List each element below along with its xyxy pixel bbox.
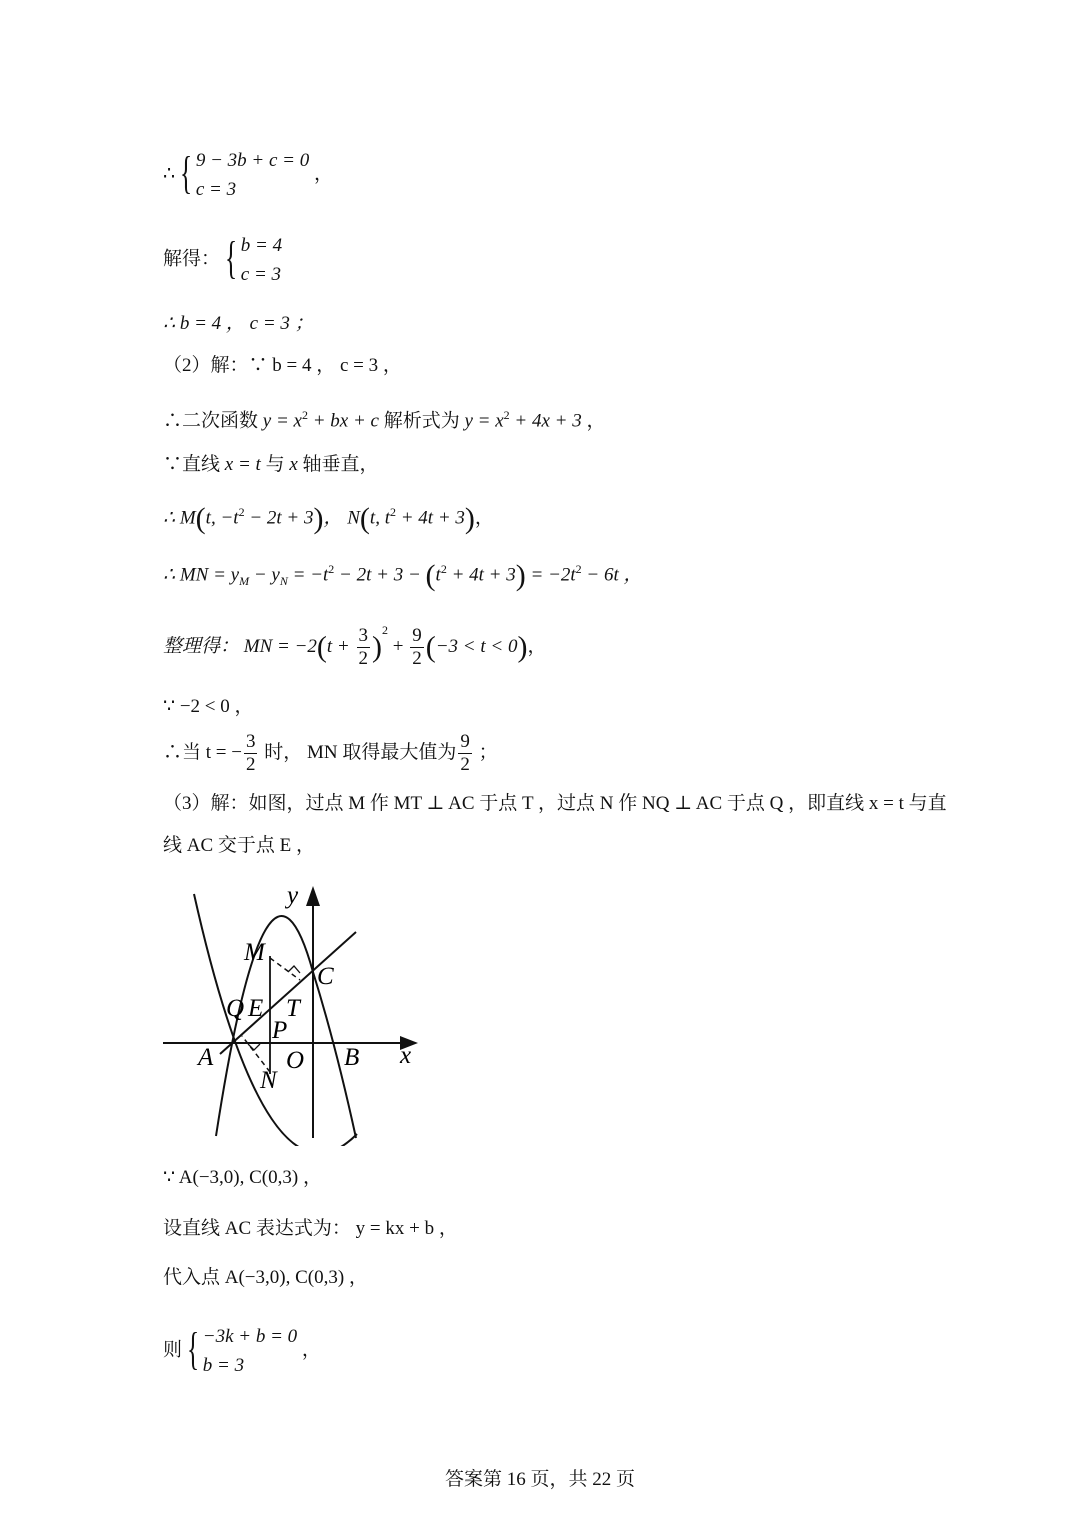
line-part3-start: （3）解：如图，过点 M 作 MT ⊥ AC 于点 T ，过点 N 作 NQ ⊥ AC 于点 Q ，即直线 x = t 与直 (163, 793, 947, 814)
line-vertical-line: ∵直线 x = t 与 x 轴垂直， (163, 454, 379, 475)
line-max-value: ∴当 t = − $\frac{3}{2}$ 时， MN 取得最大值为 $\frac{9}{2}$ ； (163, 731, 498, 775)
label-m: M (244, 939, 265, 966)
line-quadratic: ∴二次函数 $y = x^2$ + bx + c 解析式为 $y = x^2 + 4x + 3$ ， (163, 408, 606, 432)
line-substitute: 代入点 A(−3,0), C(0,3) ， (163, 1267, 368, 1288)
segment-mt (270, 958, 300, 980)
label-c: C (317, 963, 334, 990)
line-system-1: ∴ { 9 − 3b + c = 0 c = 3 ， (163, 147, 334, 200)
label-t: T (286, 995, 300, 1022)
line-solve-system: 解得： { b = 4 c = 3 (163, 232, 283, 285)
right-angle-q (248, 1044, 260, 1050)
label-a: A (198, 1044, 214, 1071)
page-footer: 答案第 16 页，共 22 页 (444, 1469, 635, 1490)
line-points-ac: ∵ A(−3,0), C(0,3) ， (163, 1167, 322, 1188)
label-x: x (400, 1042, 412, 1069)
label-o: O (286, 1047, 305, 1074)
line-set-ac: 设直线 AC 表达式为： y = kx + b ， (163, 1218, 458, 1239)
line-part2-start: （2）解：∵ b = 4 ， c = 3 ， (163, 355, 402, 376)
line-mn-length: ∴ MN = $y_M - y_N = -t^2 - 2t + 3 - (t^2 + 4t + 3) = -2t^2 - 6t$ ， (163, 558, 643, 592)
right-angle-t (288, 966, 300, 973)
label-e: E (248, 995, 264, 1022)
label-y: y (287, 882, 299, 909)
line-vertex-form: 整理得： MN = −2(t + $\frac{3}{2}$ )$^2$ + $\frac{9}{2}$ (−3 < t < 0)， (163, 623, 547, 670)
line-negative-coef: ∵ −2 < 0 ， (163, 696, 254, 717)
line-part3-cont: 线 AC 交于点 E ， (163, 835, 316, 856)
line-bc-result: ∴ b = 4 ， c = 3 ； (163, 313, 314, 334)
label-b: B (344, 1044, 360, 1071)
label-n: N (260, 1067, 277, 1094)
line-system-kb: 则 { −3k + b = 0 b = 3 ， (163, 1323, 321, 1376)
y-axis-arrow (306, 886, 320, 906)
label-q: Q (226, 995, 245, 1022)
line-ac (220, 932, 356, 1054)
parabola-figure (160, 876, 430, 1146)
label-p: P (272, 1017, 288, 1044)
line-points-mn: ∴ M(t, $-t^2 - 2t + 3$)， N(t, $t^2 + 4t + 3$)， (163, 501, 494, 535)
